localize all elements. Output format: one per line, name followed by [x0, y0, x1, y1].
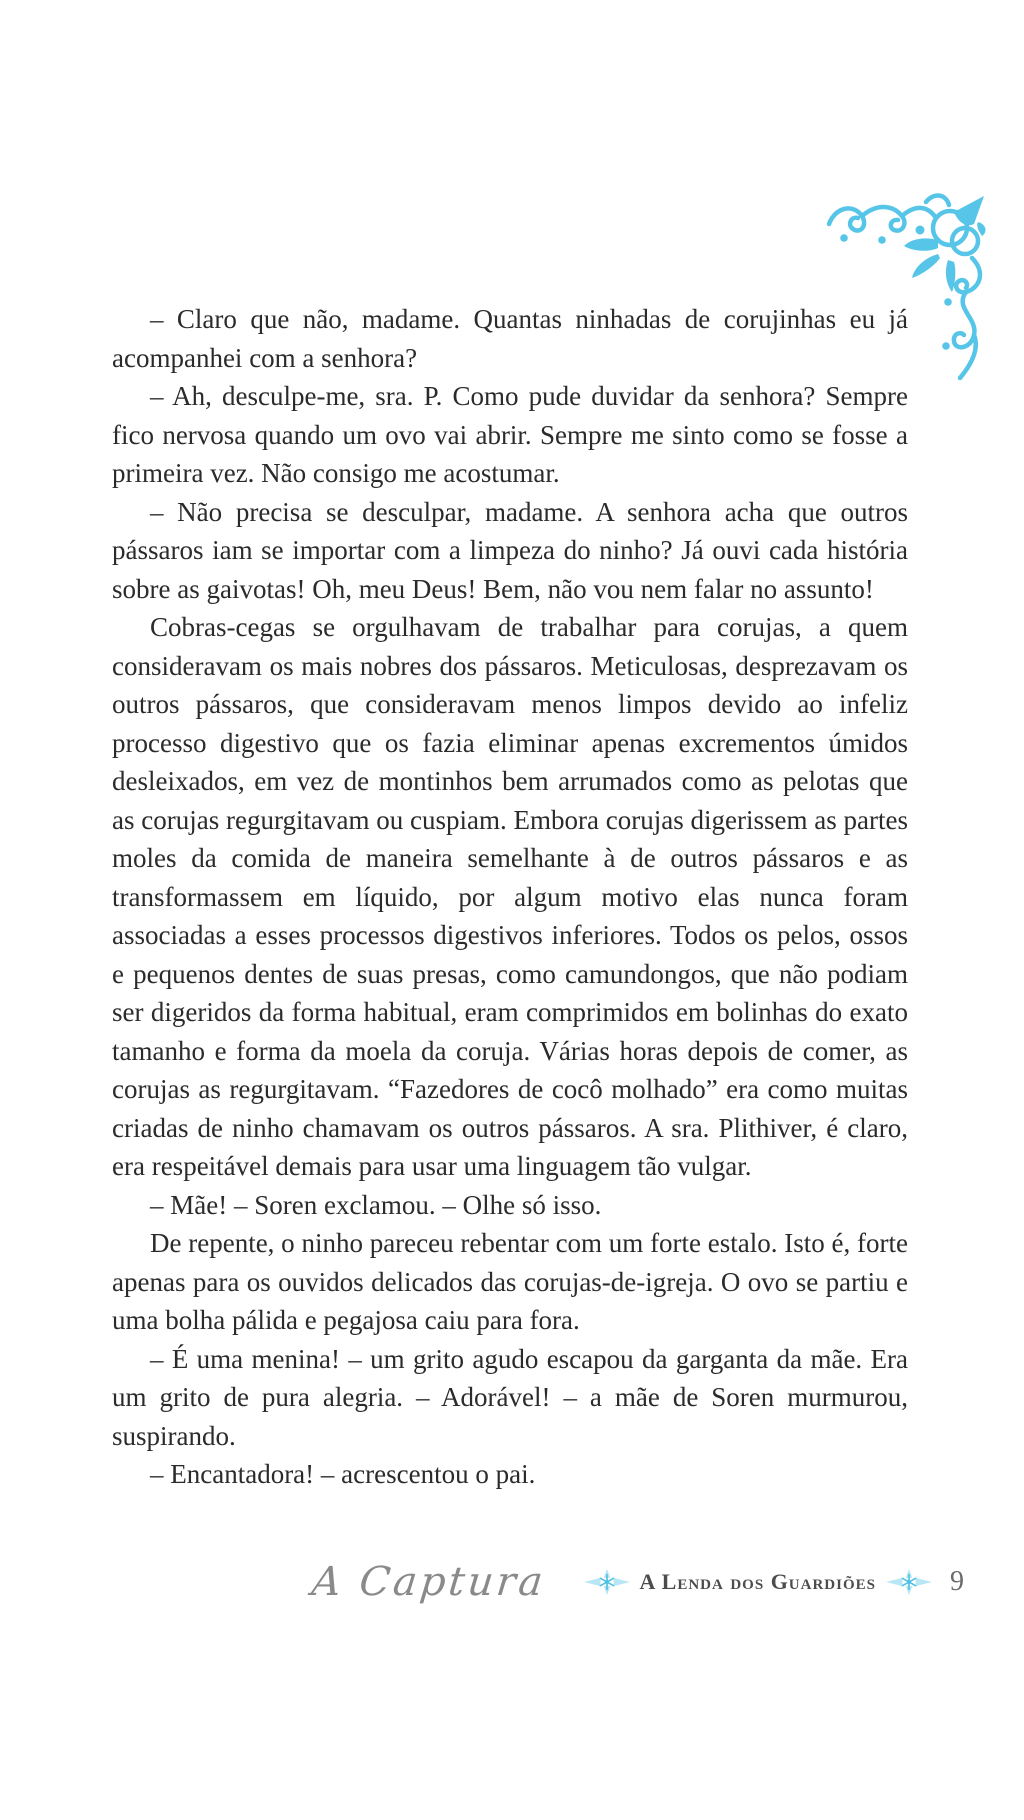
paragraph: De repente, o ninho pareceu rebentar com um forte estalo. Isto é, forte apenas para os ouvidos delicados das corujas-de-igreja. O ovo se partiu e uma bolha pálida e pegajosa caiu para fora.: [112, 1228, 908, 1335]
paragraph: – Não precisa se desculpar, madame. A senhora acha que outros pássaros iam se importar com a limpeza do ninho? Já ouvi cada história sobre as gaivotas! Oh, meu Deus! Bem, não vou nem falar no assunto!: [112, 496, 908, 604]
paragraph: – É uma menina! – um grito agudo escapou da garganta da mãe. Era um grito de pura alegria. – Adorável! – a mãe de Soren murmurou, suspirando.: [112, 1343, 908, 1451]
body-text: [112, 300, 908, 1494]
paragraph: – Claro que não, madame. Quantas ninhadas de corujinhas eu já acompanhei com a senhora?: [112, 304, 908, 373]
paragraph: – Mãe! – Soren exclamou. – Olhe só isso.: [150, 1189, 602, 1220]
snowflake-icon: [886, 1567, 932, 1597]
snowflake-icon: [584, 1567, 630, 1597]
paragraph: Cobras-cegas se orgulhavam de trabalhar para corujas, a quem consideravam os mais nobres dos pássaros. Meticulosas, desprezavam os outros pássaros, que consideravam menos limpos devido ao infeliz processo digestivo que os fazia eliminar apenas excrementos úmidos desleixados, em vez de montinhos bem arrumados como as pelotas que as corujas regurgitavam ou cuspiam. Embora corujas digerissem as partes moles da comida de maneira semelhante à de outros pássaros e as transformassem em líquido, por algum motivo elas nunca foram associadas a esses processos digestivos inferiores. Todos os pelos, ossos e pequenos dentes de suas presas, como camundongos, que não podiam ser digeridos da forma habitual, eram comprimidos em bolinhas do exato tamanho e forma da moela da coruja. Várias horas depois de comer, as corujas as regurgitavam. “Fazedores de cocô molhado” era como muitas criadas de ninho chamavam os outros pássaros. A sra. Plithiver, é claro, era respeitável demais para usar uma linguagem tão vulgar.: [112, 612, 908, 1181]
page-number: 9: [950, 1566, 964, 1597]
series-title: A Lenda dos Guardiões: [639, 1569, 876, 1594]
page-footer: [309, 1559, 964, 1605]
book-title: A Captura: [309, 1559, 548, 1605]
paragraph: – Encantadora! – acrescentou o pai.: [150, 1459, 536, 1489]
paragraph: – Ah, desculpe-me, sra. P. Como pude duvidar da senhora? Sempre fico nervosa quando um ovo vai abrir. Sempre me sinto como se fosse a primeira vez. Não consigo me acostumar.: [112, 381, 908, 488]
